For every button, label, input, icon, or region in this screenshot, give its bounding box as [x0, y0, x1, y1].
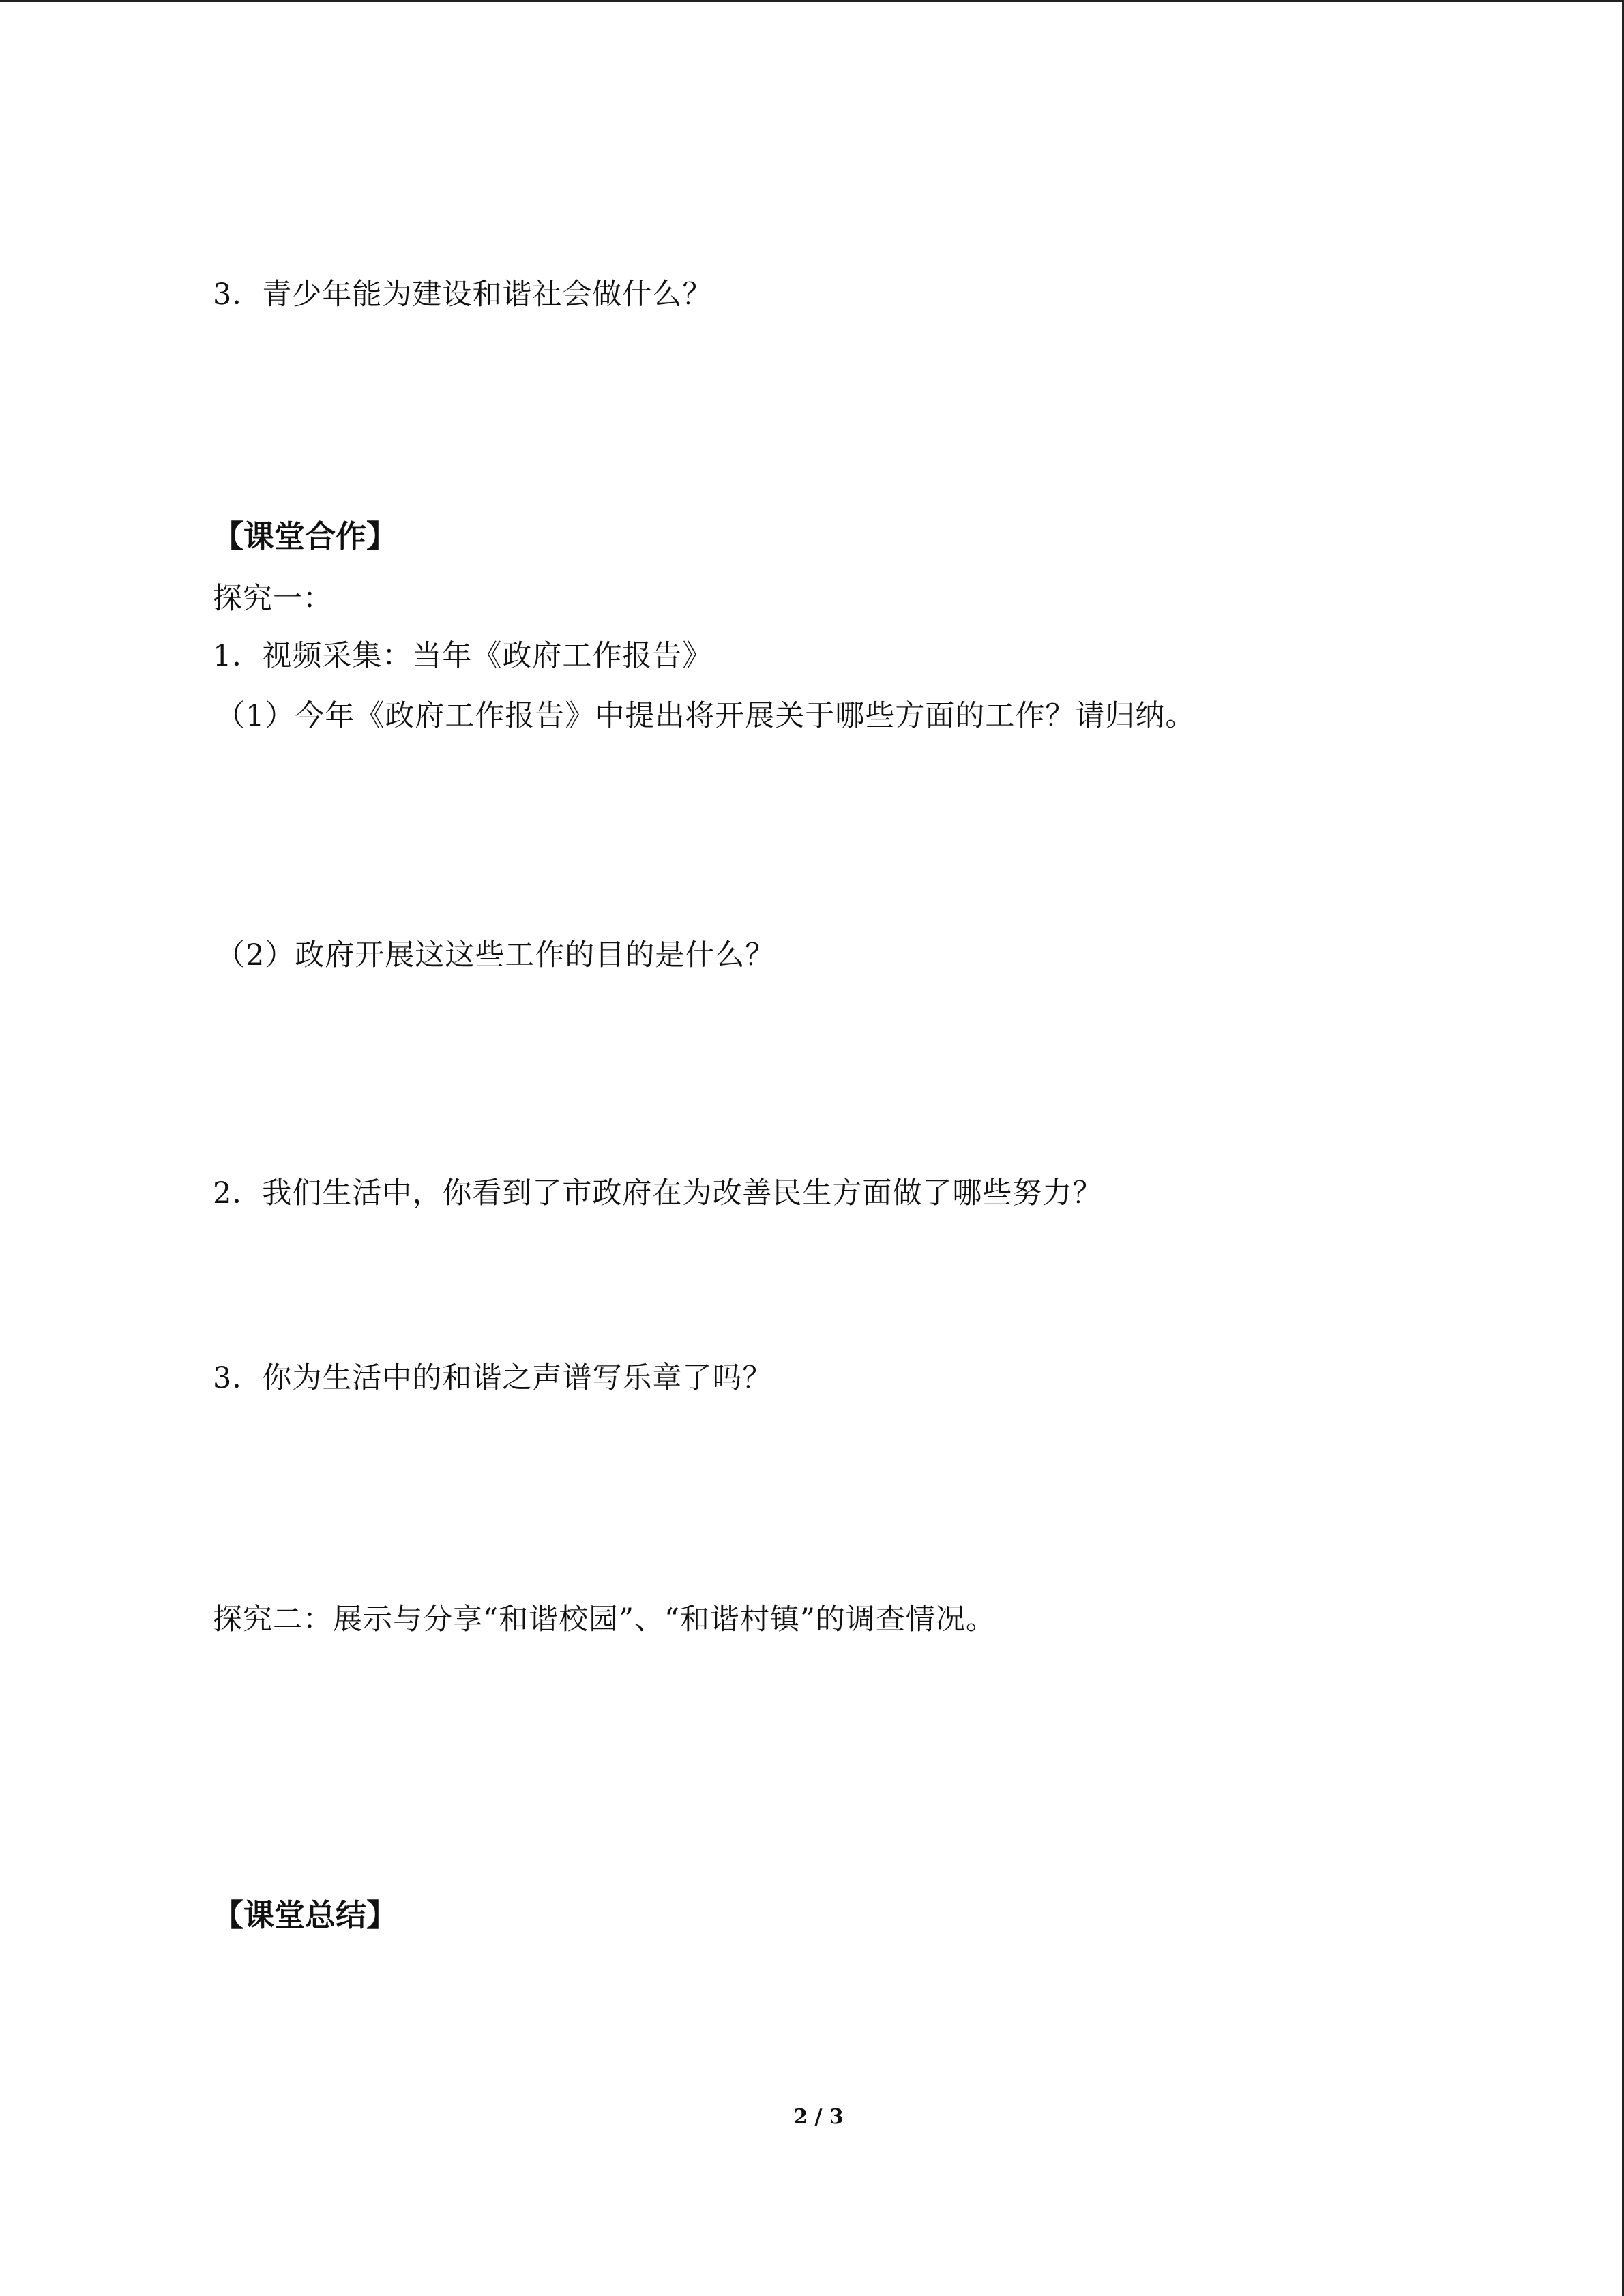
explore-one-item-2: 2．我们生活中，你看到了市政府在为改善民生方面做了哪些努力？ — [213, 1176, 1103, 1210]
section-heading-cooperation: 【课堂合作】 — [213, 518, 398, 554]
question-3-youth: 3．青少年能为建设和谐社会做什么？ — [213, 278, 713, 312]
explore-one-item-3: 3．你为生活中的和谐之声谱写乐章了吗？ — [213, 1361, 773, 1395]
page-number: 2 / 3 — [793, 2105, 844, 2129]
explore-one-item-1: 1．视频采集：当年《政府工作报告》 — [213, 639, 713, 673]
page-border-top — [0, 0, 1624, 2]
explore-two: 探究二：展示与分享“和谐校园”、“和谐村镇”的调查情况。 — [213, 1602, 996, 1637]
explore-one-item-1-sub-1: （1）今年《政府工作报告》中提出将开展关于哪些方面的工作？请归纳。 — [216, 699, 1196, 733]
explore-one-item-1-sub-2: （2）政府开展这这些工作的目的是什么？ — [216, 938, 776, 972]
explore-one-title: 探究一： — [213, 582, 333, 616]
section-heading-summary: 【课堂总结】 — [213, 1897, 398, 1933]
